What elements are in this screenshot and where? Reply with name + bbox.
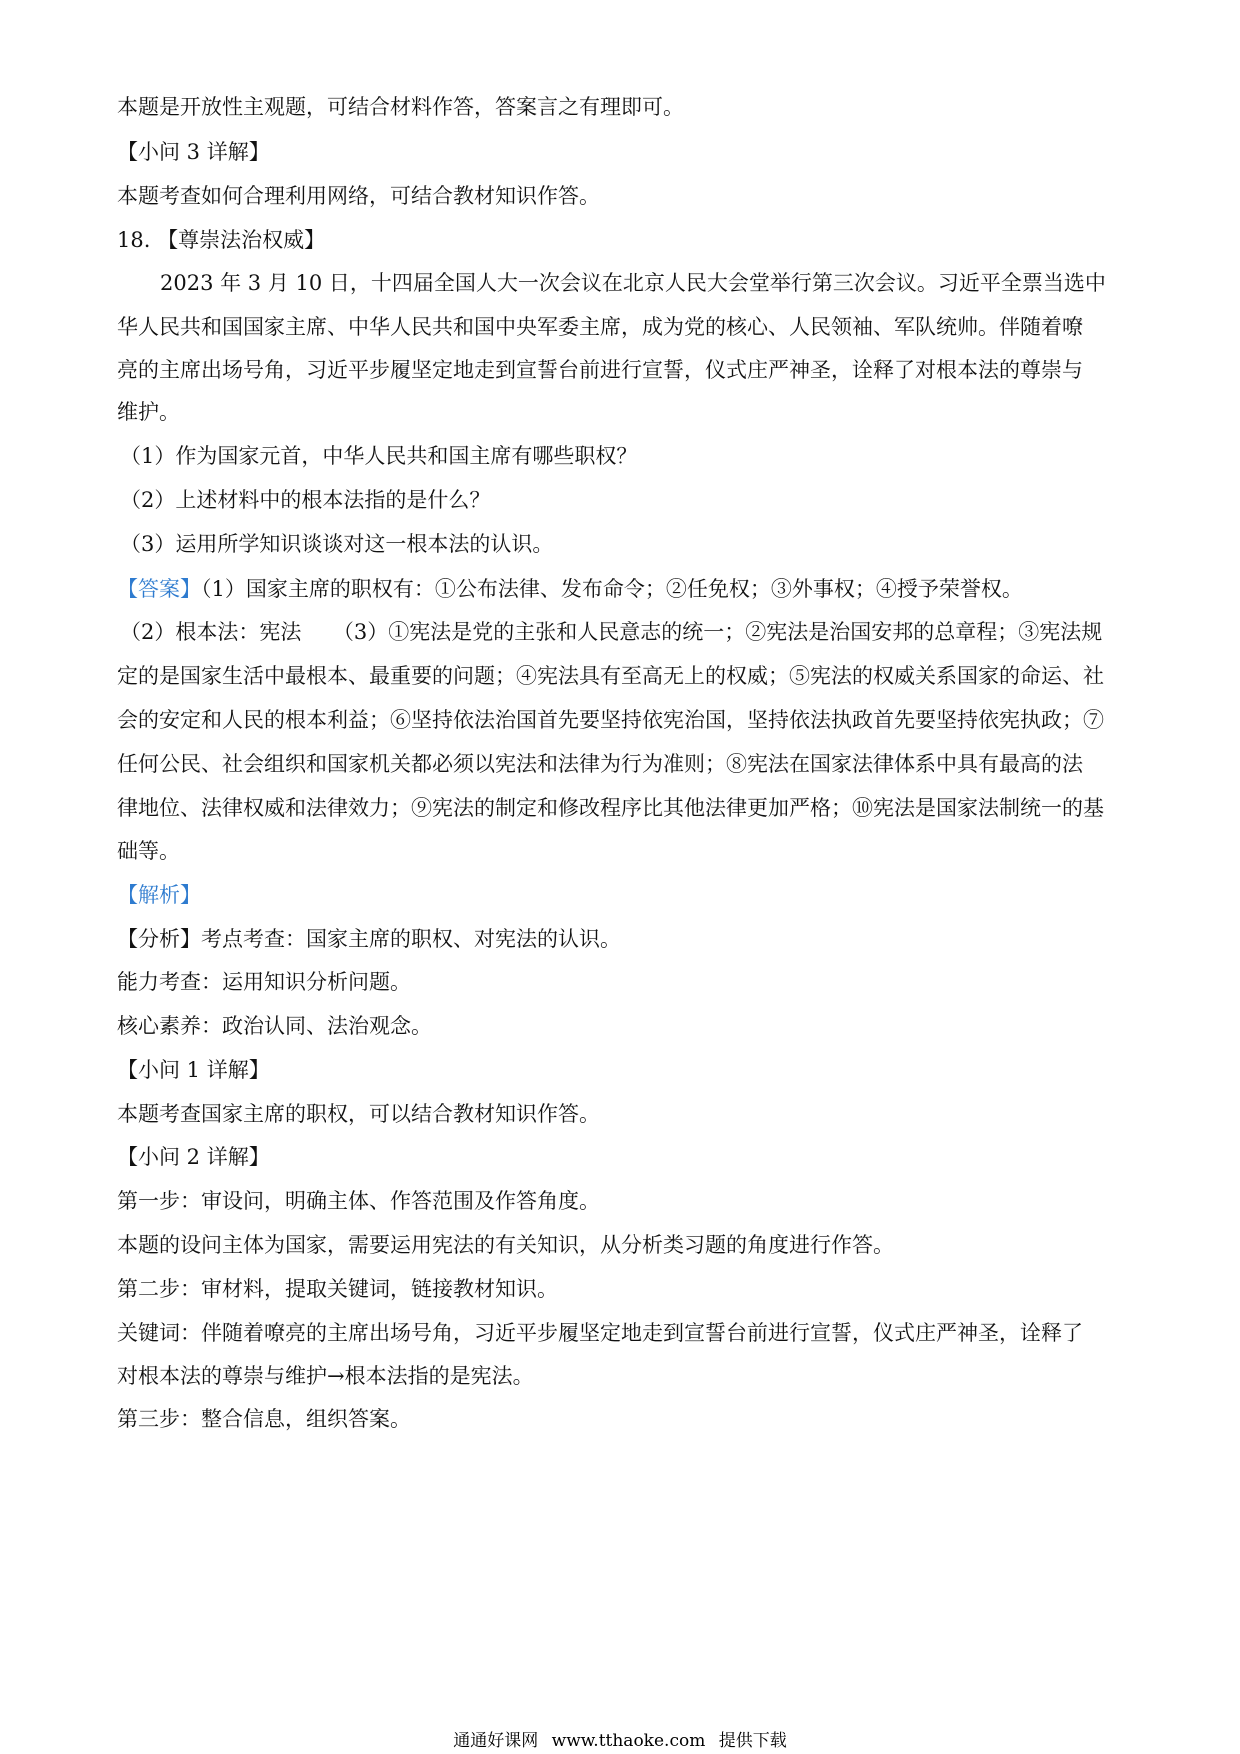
analysis-tag: 【解析】 [117,883,201,907]
footer-suffix: 提供下载 [718,1731,787,1751]
text-line: 第一步：审设问，明确主体、作答范围及作答角度。 [117,1189,600,1213]
text-line: 本题考查国家主席的职权，可以结合教材知识作答。 [117,1102,600,1126]
text-line: 第二步：审材料，提取关键词，链接教材知识。 [117,1277,558,1301]
text-line: 对根本法的尊崇与维护→根本法指的是宪法。 [117,1364,534,1388]
text-line: 关键词：伴随着嘹亮的主席出场号角，习近平步履坚定地走到宣誓台前进行宣誓，仪式庄严神圣，诠释了 [117,1321,1083,1345]
text-line: 本题的设问主体为国家，需要运用宪法的有关知识，从分析类习题的角度进行作答。 [117,1233,894,1257]
question-18-title: 18. 【尊崇法治权威】 [117,228,326,252]
material-paragraph-line: 亮的主席出场号角，习近平步履坚定地走到宣誓台前进行宣誓，仪式庄严神圣，诠释了对根本法的尊崇与 [117,358,1083,382]
footer-site-name: 通通好课网 [453,1731,539,1751]
question-part-2: （2）上述材料中的根本法指的是什么？ [120,488,491,512]
answer-tag: 【答案】 [117,577,201,601]
subquestion-2-heading: 【小问 2 详解】 [117,1145,270,1169]
text-line: 第三步：整合信息，组织答案。 [117,1407,411,1431]
question-part-3: （3）运用所学知识谈谈对这一根本法的认识。 [120,532,554,556]
analysis-line: 【分析】考点考查：国家主席的职权、对宪法的认识。 [117,927,621,951]
question-part-1: （1）作为国家元首，中华人民共和国主席有哪些职权？ [120,444,638,468]
footer-url-link[interactable]: www.tthaoke.com [551,1731,706,1751]
analysis-tag-line [117,880,1137,910]
answer-line: 律地位、法律权威和法律效力；⑨宪法的制定和修改程序比其他法律更加严格；⑩宪法是国家法制统一的基 [117,796,1104,820]
answer-line: 定的是国家生活中最根本、最重要的问题；④宪法具有至高无上的权威；⑤宪法的权威关系国家的命运、社 [117,664,1104,688]
answer-line: （2）根本法：宪法 （3）①宪法是党的主张和人民意志的统一；②宪法是治国安邦的总章程；③宪法规 [120,620,1103,644]
material-paragraph-line: 2023 年 3 月 10 日，十四届全国人大一次会议在北京人民大会堂举行第三次会议。习近平全票当选中 [160,271,1106,295]
answer-text: （1）国家主席的职权有：①公布法律、发布命令；②任免权；③外事权；④授予荣誉权。 [201,577,1023,601]
text-line: 本题是开放性主观题，可结合材料作答，答案言之有理即可。 [117,95,684,119]
analysis-line: 能力考查：运用知识分析问题。 [117,970,411,994]
page-footer [0,1730,1240,1752]
answer-line: 础等。 [117,839,180,863]
text-line: 本题考查如何合理利用网络，可结合教材知识作答。 [117,184,600,208]
subquestion-3-heading: 【小问 3 详解】 [117,140,270,164]
subquestion-1-heading: 【小问 1 详解】 [117,1058,270,1082]
answer-line: 会的安定和人民的根本利益；⑥坚持依法治国首先要坚持依宪治国，坚持依法执政首先要坚持依宪执政；⑦ [117,708,1104,732]
material-paragraph-line: 维护。 [117,400,180,424]
material-paragraph-line: 华人民共和国国家主席、中华人民共和国中央军委主席，成为党的核心、人民领袖、军队统帅。伴随着嘹 [117,315,1083,339]
analysis-line: 核心素养：政治认同、法治观念。 [117,1014,432,1038]
answer-line: 任何公民、社会组织和国家机关都必须以宪法和法律为行为准则；⑧宪法在国家法律体系中具有最高的法 [117,752,1083,776]
answer-line [117,574,1137,604]
